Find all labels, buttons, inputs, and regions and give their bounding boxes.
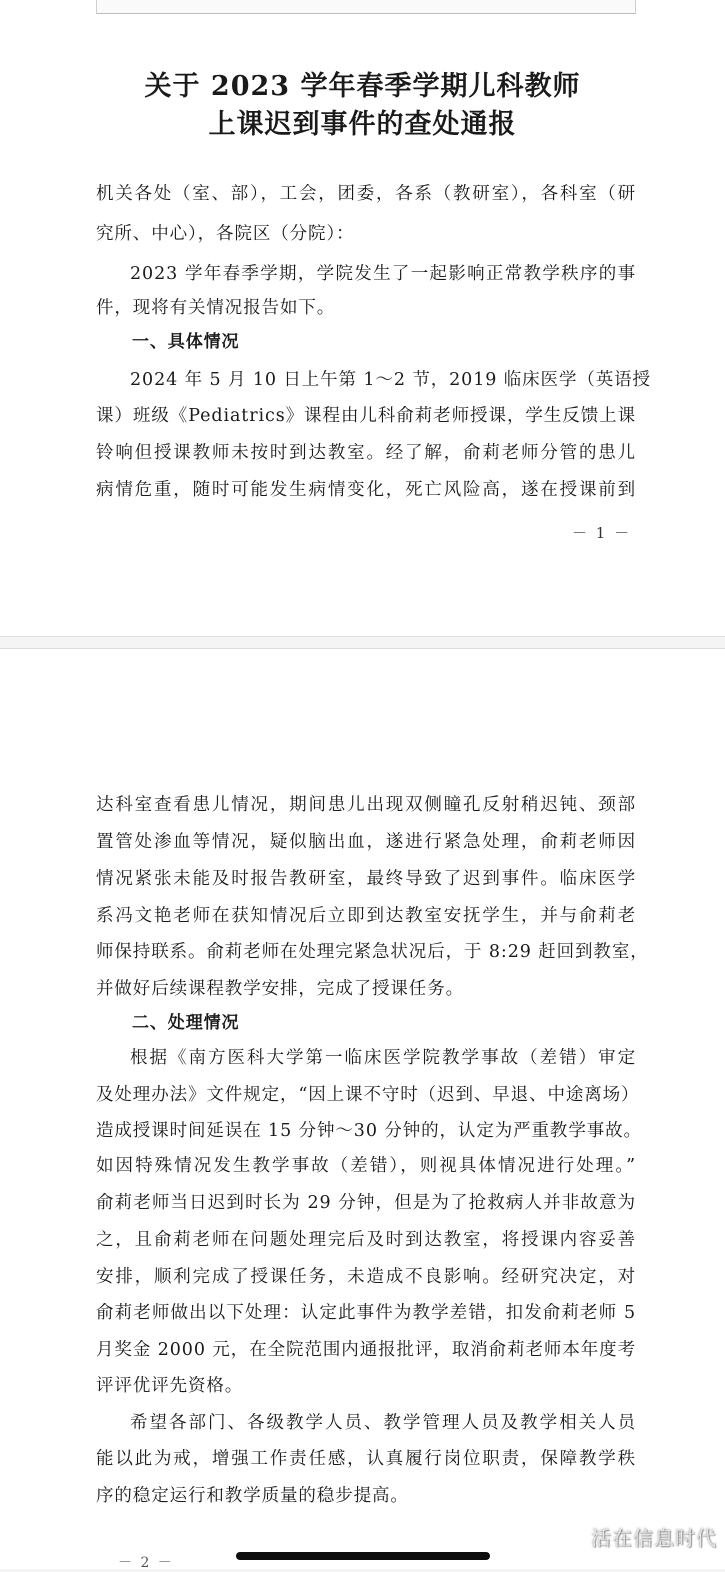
body-line: 俞莉老师当日迟到时长为 29 分钟，但是为了抢救病人并非故意为 [96, 1193, 636, 1213]
body-line: 安排，顺利完成了授课任务，未造成不良影响。经研究决定，对 [96, 1267, 636, 1287]
body-line: 造成授课时间延误在 15 分钟～30 分钟的，认定为严重教学事故。 [96, 1121, 642, 1141]
document-page-2 [0, 648, 725, 1569]
body-line: 俞莉老师做出以下处理：认定此事件为教学差错，扣发俞莉老师 5 [96, 1303, 636, 1323]
body-line: 之，且俞莉老师在问题处理完后及时到达教室，将授课内容妥善 [96, 1230, 636, 1250]
recipient-line-1: 机关各处（室、部），工会，团委，各系（教研室），各科室（研 [96, 184, 636, 204]
body-line: 2023 学年春季学期，学院发生了一起影响正常教学秩序的事 [130, 264, 636, 284]
body-line: 及处理办法》文件规定，“因上课不守时（迟到、早退、中途离场） [96, 1085, 640, 1105]
body-line: 达科室查看患儿情况，期间患儿出现双侧瞳孔反射稍迟钝、颈部 [96, 795, 636, 815]
body-line: 并做好后续课程教学安排，完成了授课任务。 [96, 979, 464, 999]
page-number: － 2 － [118, 1555, 174, 1571]
watermark-text: 活在信息时代 [591, 1526, 717, 1550]
section-heading-1: 一、具体情况 [132, 332, 240, 352]
section-heading-2: 二、处理情况 [132, 1013, 240, 1033]
page-number: － 1 － [572, 524, 632, 542]
body-line: 2024 年 5 月 10 日上午第 1～2 节，2019 临床医学（英语授 [130, 370, 651, 390]
body-line: 课）班级《Pediatrics》课程由儿科俞莉老师授课，学生反馈上课 [96, 406, 636, 426]
home-indicator-bar [236, 1552, 490, 1560]
body-line: 病情危重，随时可能发生病情变化，死亡风险高，遂在授课前到 [96, 480, 636, 500]
body-line: 能以此为戒，增强工作责任感，认真履行岗位职责，保障教学秩 [96, 1449, 636, 1469]
body-line: 铃响但授课教师未按时到达教室。经了解，俞莉老师分管的患儿 [96, 443, 636, 463]
body-line: 师保持联系。俞莉老师在处理完紧急状况后，于 8:29 赶回到教室， [96, 942, 649, 962]
body-line: 希望各部门、各级教学人员、教学管理人员及教学相关人员 [130, 1413, 636, 1433]
body-line: 月奖金 2000 元，在全院范围内通报批评，取消俞莉老师本年度考 [96, 1340, 636, 1360]
document-title-line-1: 关于 2023 学年春季学期儿科教师 [144, 71, 581, 102]
body-line: 如因特殊情况发生教学事故（差错），则视具体情况进行处理。” [96, 1156, 636, 1176]
body-line: 件，现将有关情况报告如下。 [96, 298, 336, 318]
body-line: 系冯文艳老师在获知情况后立即到达教室安抚学生，并与俞莉老 [96, 906, 636, 926]
body-line: 评评优评先资格。 [96, 1376, 244, 1396]
body-line: 置管处渗血等情况，疑似脑出血，遂进行紧急处理，俞莉老师因 [96, 832, 636, 852]
body-line: 情况紧张未能及时报告教研室，最终导致了迟到事件。临床医学 [96, 869, 636, 889]
page-top-edge [96, 0, 636, 14]
document-title-line-2: 上课迟到事件的查处通报 [208, 109, 517, 140]
recipient-line-2: 究所、中心），各院区（分院）： [96, 224, 355, 244]
body-line: 序的稳定运行和教学质量的稳步提高。 [96, 1486, 409, 1506]
body-line: 根据《南方医科大学第一临床医学院教学事故（差错）审定 [130, 1048, 636, 1068]
document-page-1 [0, 0, 725, 637]
